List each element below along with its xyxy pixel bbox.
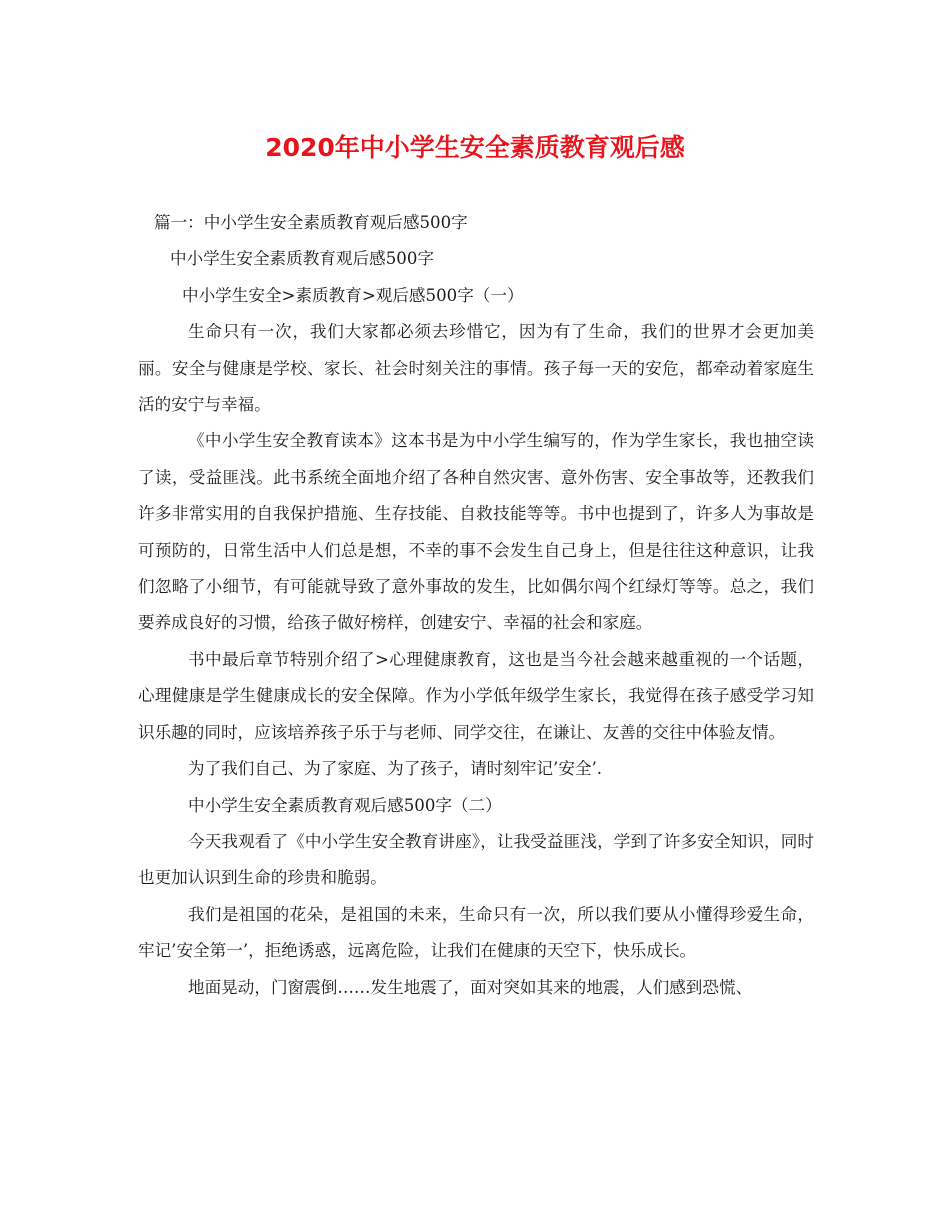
paragraph-body: 为了我们自己、为了家庭、为了孩子，请时刻牢记’安全’. [188,759,603,779]
paragraph-part-one-heading: 中小学生安全>素质教育>观后感500字（一） [182,285,524,305]
paragraph-part-two-heading: 中小学生安全素质教育观后感500字（二） [188,795,502,815]
paragraph-body: 生命只有一次，我们大家都必须去珍惜它，因为有了生命，我们的世界才会更加美丽。安全与健康是学校、家长、社会时刻关注的事情。孩子每一天的安危，都牵动着家庭生活的安宁与幸福。 [138,322,814,415]
paragraph-body: 地面晃动，门窗震倒……发生地震了，面对突如其来的地震，人们感到恐慌、 [188,977,753,997]
paragraph-section-heading: 篇一：中小学生安全素质教育观后感500字 [154,213,468,232]
document-title: 2020年中小学生安全素质教育观后感 [265,133,685,162]
paragraph-body: 书中最后章节特别介绍了>心理健康教育，这也是当今社会越来越重视的一个话题，心理健康是学生健康成长的安全保障。作为小学低年级学生家长，我觉得在孩子感受学习知识乐趣的同时，应该培养孩子乐于与老师、同学交往，在谦让、友善的交往中体验友情。 [138,649,814,742]
paragraph-body: 我们是祖国的花朵，是祖国的未来，生命只有一次，所以我们要从小懂得珍爱生命，牢记’安全第一’，拒绝诱惑，远离危险，让我们在健康的天空下，快乐成长。 [138,904,814,961]
document-body [138,205,814,1006]
paragraph-subtitle: 中小学生安全素质教育观后感500字 [170,249,434,269]
paragraph-body: 《中小学生安全教育读本》这本书是为中小学生编写的，作为学生家长，我也抽空读了读，受益匪浅。此书系统全面地介绍了各种自然灾害、意外伤害、安全事故等，还教我们许多非常实用的自我保护措施、生存技能、自救技能等等。书中也提到了，许多人为事故是可预防的，日常生活中人们总是想，不幸的事不会发生自己身上，但是往往这种意识，让我们忽略了小细节，有可能就导致了意外事故的发生，比如偶尔闯个红绿灯等等。总之，我们要养成良好的习惯，给孩子做好榜样，创建安宁、幸福的社会和家庭。 [138,431,814,633]
paragraph-body: 今天我观看了《中小学生安全教育讲座》，让我受益匪浅，学到了许多安全知识，同时也更加认识到生命的珍贵和脆弱。 [138,831,814,888]
